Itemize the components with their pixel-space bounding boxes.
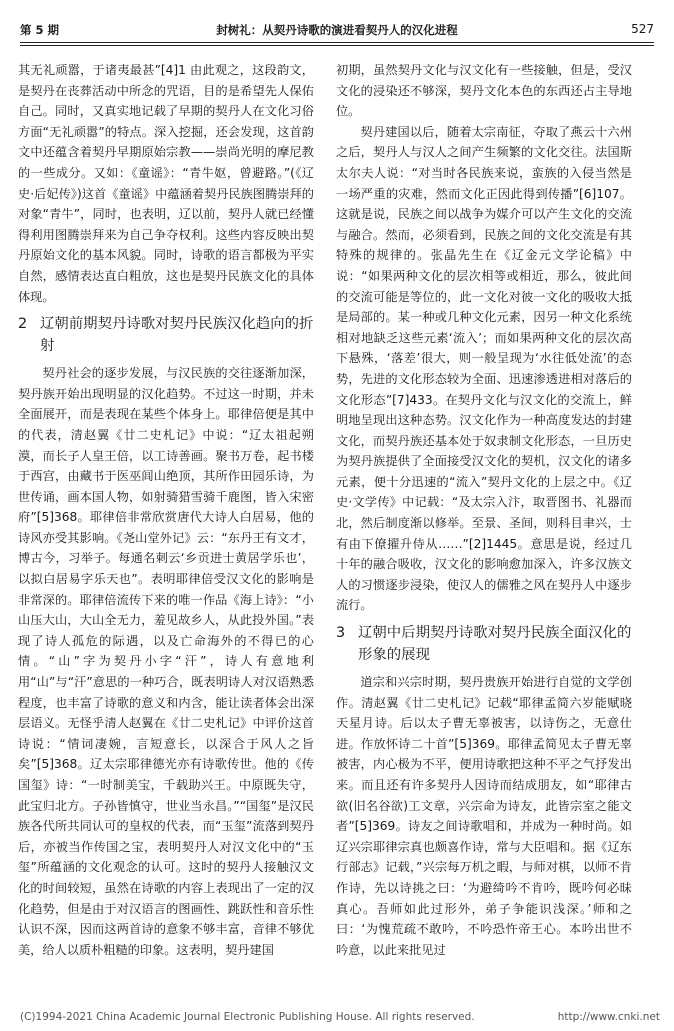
paragraph: 初期，虽然契丹文化与汉文化有一些接触，但是，受汉文化的浸染还不够深，契丹文化本色的东西还占主导地位。 xyxy=(336,63,632,119)
paragraph: 道宗和兴宗时期，契丹贵族开始进行自觉的文学创作。清赵翼《廿二史札记》记载“耶律孟简六岁能赋晓天星月诗。后以太子曹无辜被害，以诗伤之，无意仕进。作放怀诗二十首”[5]369。耶律孟简见太子曹无辜被害，内心极为不平，便用诗歌把这种不平之气抒发出来。而且还有许多契丹人因诗而结成朋友，如“耶律古欲(旧名谷欲)工文章，兴宗命为诗友，此皆宗室之能文者”[5]369。诗友之间诗歌唱和，并成为一种时尚。如辽兴宗耶律宗真也颇喜作诗，常与大臣唱和。据《辽东行部志》记载，”兴宗每万机之暇，与师对棋，以师不肯作诗，先以诗挑之曰：‘为避绮吟不肯吟，既吟何必昧真心。吾师如此过形外，弟子争能识浅深。’师和之曰：‘为愧荒疏不敢吟，不吟恐忤帝王心。本吟出世不吟意，以此来批见过 xyxy=(336,675,632,957)
paragraph: 契丹建国以后，随着太宗南征，夺取了燕云十六州之后，契丹人与汉人之间产生频繁的文化交往。法国斯太尔夫人说：“对当时各民族来说，蛮族的入侵当然是一场严重的灾难，然而文化正因此得到传播”[6]107。这就是说，民族之间以战争为媒介可以产生文化的交流与融合。然而，必须看到，民族之间的文化交流是有其特殊的规律的。张晶先生在《辽金元文学论稿》中说：“如果两种文化的层次相等或相近，那么，彼此间的交流可能是等位的，此一文化对彼一文化的吸收大抵是局部的。某一种或几种文化元素，因另一种文化系统相对地缺乏这些元素‘流入’；而如果两种文化的层次高下悬殊，‘落差’很大，则一般呈现为‘水往低处流’的态势，先进的文化形态较为全面、迅速渗透进相对落后的文化形态”[7]433。在契丹文化与汉文化的交流上，鲜明地呈现出这种态势。汉文化作为一种高度发达的封建文化，而契丹族还基本处于奴隶制文化形态，一旦历史为契丹族提供了全面接受汉文化的契机，汉文化的诸多元素，便十分迅速的“流入”契丹文化的上层之中。《辽史·文学传》中记载：“及太宗入汴，取晋图书、礼器而北，然后制度渐以修举。至景、圣间，则科目聿兴，士有由下僚擢升侍从……”[2]1445。意思是说，经过几十年的融合吸收，汉文化的影响愈加深入，许多汉族文人的习惯逐步浸染，使汉人的儒雅之风在契丹人中逐步流行。 xyxy=(336,124,632,613)
header-rule xyxy=(20,42,654,43)
header-rule-thin xyxy=(20,45,654,46)
paragraph: 其无礼顽嚣，于诸夷最甚”[4]1 由此观之，这段韵文，是契丹在丧葬活动中所念的咒语，目的是希望先人保佑自己。同时，又真实地记载了早期的契丹人在文化习俗方面“无礼顽嚣”的特点。深入挖掘，还会发现，这首韵文中还蕴含着契丹早期原始宗教——崇尚光明的摩尼教的一些成分。又如：《童谣》：“青牛妪，曾避路。”(《辽史·后妃传》)这首《童谣》中蕴涵着契丹民族图腾崇拜的对象“青牛”，同时，也表明，辽以前，契丹人就已经懂得利用图腾崇拜来为自己争夺权利。这些内容反映出契丹原始文化的基本风貌。同时，诗歌的语言都极为平实自然，感情表达直白粗放，这也是契丹民族文化的具体体现。 xyxy=(18,63,314,304)
issue-number: 第 5 期 xyxy=(20,23,60,37)
copyright-notice: (C)1994-2021 China Academic Journal Electronic Publishing House. All rights reserved. xyxy=(20,1011,475,1023)
right-column xyxy=(336,60,632,960)
paragraph: 契丹社会的逐步发展，与汉民族的交往逐渐加深，契丹族开始出现明显的汉化趋势。不过这一时期，并未全面展开，而是表现在某些个体身上。耶律倍便是其中的代表，清赵翼《廿二史札记》中说：“辽太祖起朔漠，而长子人皇王倍，以工诗善画。聚书万卷，起书楼于西宫，由藏书于医巫闾山绝顶，其所作田园乐诗，为世传诵，画本国人物，如射骑猎雪骑千鹿图，皆入宋密府”[5]368。耶律倍非常欣赏唐代大诗人白居易，他的诗风亦受其影响。《尧山堂外记》云：“东丹王有文才，博古今，习举子。每通名刺云‘乡贡进士黄居学乐也’，以拟白居易字乐天也”。表明耶律倍受汉文化的影响是非常深的。耶律倍流传下来的唯一作品《海上诗》：“小山压大山，大山全无力，羞见故乡人，从此投外国。”表现了诗人孤危的际遇，以及亡命海外的不得已的心情。“山”字为契丹小字“汗”，诗人有意地利用“山”与“汗”意思的一种巧合，既表明诗人对汉语熟悉程度，也丰富了诗歌的意义和内含，能让读者体会出深层语义。无怪乎清人赵翼在《廿二史札记》中评价这首诗说：“情词凄婉，言短意长，以深合于风人之旨矣”[5]368。辽太宗耶律德光亦有诗歌传世。他的《传国玺》诗：“一时制美宝，千载助兴王。中原既失守，此宝归北方。子孙皆慎守，世业当永昌。”“国玺”是汉民族各代所共同认可的皇权的代表，而“玉玺”流落到契丹后，亦被当作传国之宝，表明契丹人对汉文化中的“玉玺”所蕴涵的文化观念的认可。这时的契丹人接触汉文化的时间较短，虽然在诗歌的内容上表现出了一定的汉化趋势，但是由于对汉语言的图画性、跳跃性和音乐性认识不深，因而这两首诗的意象不够丰富，音律不够优美，给人以质朴粗糙的印象。这表明，契丹建国 xyxy=(18,366,314,957)
running-title: 封树礼：从契丹诗歌的演进看契丹人的汉化进程 xyxy=(216,23,458,37)
section-title: 辽朝中后期契丹诗歌对契丹民族全面汉化的形象的展现 xyxy=(358,625,632,664)
left-column xyxy=(18,60,314,960)
footer-url[interactable]: http://www.cnki.net xyxy=(557,1011,660,1023)
section-number: 3 xyxy=(336,625,346,642)
page-footer xyxy=(20,1011,660,1023)
section-number: 2 xyxy=(18,316,28,333)
section-heading-2 xyxy=(18,313,314,357)
page-number: 527 xyxy=(631,22,654,36)
section-heading-3 xyxy=(336,622,632,666)
section-title: 辽朝前期契丹诗歌对契丹民族汉化趋向的折射 xyxy=(40,316,314,355)
page-header xyxy=(20,22,654,44)
